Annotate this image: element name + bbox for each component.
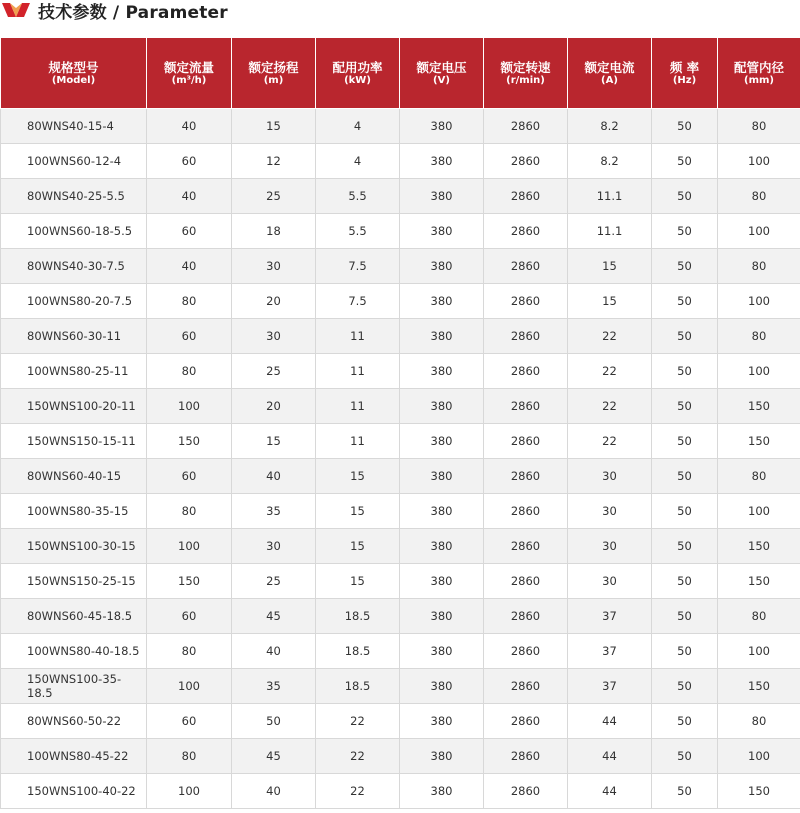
table-cell: 7.5 <box>316 284 400 319</box>
table-cell: 100 <box>147 669 232 704</box>
table-cell: 11 <box>316 319 400 354</box>
table-cell: 50 <box>652 599 718 634</box>
table-cell: 15 <box>316 494 400 529</box>
table-cell: 30 <box>232 319 316 354</box>
column-header-current <box>568 38 652 109</box>
column-header-unit: (mm) <box>744 74 774 86</box>
table-cell: 150 <box>718 669 800 704</box>
table-cell: 12 <box>232 144 316 179</box>
column-header-label: 频 率 <box>669 59 700 75</box>
table-cell: 22 <box>316 739 400 774</box>
table-cell: 380 <box>400 144 484 179</box>
table-cell: 380 <box>400 704 484 739</box>
table-cell: 380 <box>400 599 484 634</box>
table-cell: 380 <box>400 214 484 249</box>
table-cell: 380 <box>400 424 484 459</box>
model-cell: 100WNS80-35-15 <box>1 494 147 529</box>
column-header-label: 额定流量 <box>163 59 214 75</box>
parameter-table <box>0 37 800 809</box>
table-cell: 80 <box>147 634 232 669</box>
table-cell: 150 <box>147 424 232 459</box>
table-cell: 35 <box>232 494 316 529</box>
table-cell: 22 <box>316 774 400 809</box>
table-cell: 22 <box>568 354 652 389</box>
table-cell: 4 <box>316 109 400 144</box>
table-cell: 50 <box>652 529 718 564</box>
table-row <box>1 564 800 599</box>
table-cell: 50 <box>652 319 718 354</box>
table-cell: 2860 <box>484 284 568 319</box>
column-header-head <box>232 38 316 109</box>
table-cell: 30 <box>568 529 652 564</box>
table-cell: 100 <box>718 214 800 249</box>
table-cell: 40 <box>232 459 316 494</box>
table-cell: 11 <box>316 389 400 424</box>
table-row <box>1 179 800 214</box>
model-cell: 100WNS80-20-7.5 <box>1 284 147 319</box>
table-cell: 380 <box>400 494 484 529</box>
table-cell: 37 <box>568 634 652 669</box>
table-cell: 2860 <box>484 354 568 389</box>
column-header-unit: (V) <box>433 74 450 86</box>
table-cell: 18.5 <box>316 599 400 634</box>
table-cell: 2860 <box>484 529 568 564</box>
table-cell: 11.1 <box>568 179 652 214</box>
column-header-unit: (kW) <box>344 74 371 86</box>
table-row <box>1 389 800 424</box>
table-cell: 44 <box>568 774 652 809</box>
column-header-label: 额定扬程 <box>248 59 299 75</box>
table-cell: 80 <box>147 494 232 529</box>
table-cell: 15 <box>232 109 316 144</box>
table-body <box>1 109 800 809</box>
table-cell: 100 <box>718 739 800 774</box>
table-cell: 50 <box>652 424 718 459</box>
table-row <box>1 599 800 634</box>
column-header-unit: (Model) <box>51 74 96 86</box>
table-cell: 20 <box>232 389 316 424</box>
table-cell: 80 <box>147 739 232 774</box>
table-cell: 2860 <box>484 774 568 809</box>
column-header-label: 规格型号 <box>48 59 99 75</box>
table-cell: 40 <box>147 179 232 214</box>
column-header-unit: (m) <box>263 74 284 86</box>
table-cell: 50 <box>652 704 718 739</box>
column-header-voltage <box>400 38 484 109</box>
table-cell: 15 <box>568 249 652 284</box>
table-cell: 11.1 <box>568 214 652 249</box>
table-cell: 100 <box>147 529 232 564</box>
column-header-label: 额定转速 <box>500 59 551 75</box>
table-row <box>1 634 800 669</box>
table-cell: 150 <box>718 774 800 809</box>
table-cell: 22 <box>568 424 652 459</box>
table-cell: 25 <box>232 354 316 389</box>
table-cell: 30 <box>568 564 652 599</box>
column-header-frequency <box>652 38 718 109</box>
table-row <box>1 424 800 459</box>
table-cell: 50 <box>652 494 718 529</box>
table-cell: 2860 <box>484 389 568 424</box>
table-cell: 50 <box>652 179 718 214</box>
table-cell: 2860 <box>484 319 568 354</box>
column-header-power <box>316 38 400 109</box>
column-header-unit: (A) <box>601 74 618 86</box>
model-cell: 150WNS150-15-11 <box>1 424 147 459</box>
table-row <box>1 284 800 319</box>
table-cell: 8.2 <box>568 109 652 144</box>
model-cell: 150WNS150-25-15 <box>1 564 147 599</box>
table-cell: 380 <box>400 249 484 284</box>
table-cell: 30 <box>568 494 652 529</box>
table-cell: 380 <box>400 459 484 494</box>
table-cell: 50 <box>652 634 718 669</box>
column-header-flow <box>147 38 232 109</box>
table-cell: 60 <box>147 214 232 249</box>
page-title: 技术参数 / Parameter <box>38 3 228 23</box>
table-cell: 50 <box>652 739 718 774</box>
table-cell: 2860 <box>484 424 568 459</box>
table-cell: 44 <box>568 739 652 774</box>
table-cell: 22 <box>316 704 400 739</box>
table-cell: 30 <box>568 459 652 494</box>
table-cell: 5.5 <box>316 179 400 214</box>
table-cell: 100 <box>147 774 232 809</box>
table-cell: 380 <box>400 564 484 599</box>
table-cell: 80 <box>718 459 800 494</box>
table-cell: 18.5 <box>316 634 400 669</box>
column-header-pipe-diameter <box>718 38 800 109</box>
table-cell: 15 <box>232 424 316 459</box>
table-cell: 45 <box>232 599 316 634</box>
table-cell: 2860 <box>484 109 568 144</box>
column-header-label: 配用功率 <box>332 59 383 75</box>
table-cell: 50 <box>652 249 718 284</box>
table-cell: 2860 <box>484 564 568 599</box>
table-cell: 50 <box>652 109 718 144</box>
table-cell: 2860 <box>484 634 568 669</box>
table-cell: 80 <box>718 319 800 354</box>
table-cell: 15 <box>316 564 400 599</box>
table-cell: 80 <box>718 704 800 739</box>
table-cell: 100 <box>147 389 232 424</box>
model-cell: 150WNS100-20-11 <box>1 389 147 424</box>
model-cell: 150WNS100-40-22 <box>1 774 147 809</box>
table-cell: 37 <box>568 599 652 634</box>
model-cell: 100WNS80-25-11 <box>1 354 147 389</box>
table-cell: 18.5 <box>316 669 400 704</box>
table-row <box>1 354 800 389</box>
table-cell: 22 <box>568 389 652 424</box>
table-cell: 40 <box>147 249 232 284</box>
model-cell: 80WNS40-15-4 <box>1 109 147 144</box>
table-cell: 20 <box>232 284 316 319</box>
column-header-model <box>1 38 147 109</box>
table-row <box>1 144 800 179</box>
model-cell: 80WNS60-50-22 <box>1 704 147 739</box>
model-cell: 100WNS80-45-22 <box>1 739 147 774</box>
table-cell: 11 <box>316 424 400 459</box>
table-cell: 50 <box>652 564 718 599</box>
table-cell: 380 <box>400 739 484 774</box>
column-header-label: 额定电流 <box>584 59 635 75</box>
table-cell: 11 <box>316 354 400 389</box>
table-row <box>1 249 800 284</box>
table-cell: 80 <box>718 599 800 634</box>
table-cell: 380 <box>400 354 484 389</box>
table-cell: 15 <box>568 284 652 319</box>
table-cell: 2860 <box>484 739 568 774</box>
table-cell: 7.5 <box>316 249 400 284</box>
model-cell: 80WNS60-30-11 <box>1 319 147 354</box>
table-cell: 50 <box>232 704 316 739</box>
column-header-unit: (m³/h) <box>171 74 207 86</box>
table-cell: 150 <box>718 424 800 459</box>
table-header-row <box>1 38 800 109</box>
model-cell: 150WNS100-30-15 <box>1 529 147 564</box>
table-cell: 380 <box>400 179 484 214</box>
table-cell: 2860 <box>484 144 568 179</box>
table-cell: 100 <box>718 284 800 319</box>
table-cell: 2860 <box>484 459 568 494</box>
table-cell: 2860 <box>484 704 568 739</box>
model-cell: 80WNS60-45-18.5 <box>1 599 147 634</box>
red-diamond-logo-icon <box>2 2 30 18</box>
table-cell: 5.5 <box>316 214 400 249</box>
table-cell: 8.2 <box>568 144 652 179</box>
table-cell: 30 <box>232 529 316 564</box>
table-cell: 100 <box>718 634 800 669</box>
table-cell: 18 <box>232 214 316 249</box>
table-cell: 60 <box>147 319 232 354</box>
table-cell: 150 <box>718 389 800 424</box>
column-header-label: 额定电压 <box>416 59 467 75</box>
table-cell: 380 <box>400 319 484 354</box>
column-header-speed <box>484 38 568 109</box>
table-cell: 150 <box>147 564 232 599</box>
table-cell: 50 <box>652 144 718 179</box>
table-cell: 44 <box>568 704 652 739</box>
table-row <box>1 529 800 564</box>
model-cell: 100WNS60-18-5.5 <box>1 214 147 249</box>
table-cell: 2860 <box>484 214 568 249</box>
table-cell: 150 <box>718 564 800 599</box>
model-cell: 80WNS40-25-5.5 <box>1 179 147 214</box>
table-cell: 80 <box>718 179 800 214</box>
column-header-unit: (Hz) <box>672 74 697 86</box>
table-cell: 60 <box>147 599 232 634</box>
table-row <box>1 669 800 704</box>
table-cell: 45 <box>232 739 316 774</box>
table-cell: 60 <box>147 144 232 179</box>
table-row <box>1 459 800 494</box>
table-cell: 40 <box>147 109 232 144</box>
table-cell: 4 <box>316 144 400 179</box>
table-cell: 2860 <box>484 179 568 214</box>
table-cell: 40 <box>232 774 316 809</box>
table-cell: 15 <box>316 529 400 564</box>
table-cell: 15 <box>316 459 400 494</box>
table-cell: 25 <box>232 564 316 599</box>
table-cell: 50 <box>652 354 718 389</box>
column-header-label: 配管内径 <box>733 59 784 75</box>
table-cell: 50 <box>652 389 718 424</box>
table-cell: 380 <box>400 634 484 669</box>
table-cell: 2860 <box>484 599 568 634</box>
table-cell: 380 <box>400 109 484 144</box>
model-cell: 150WNS100-35-18.5 <box>1 669 147 704</box>
table-cell: 50 <box>652 774 718 809</box>
model-cell: 100WNS60-12-4 <box>1 144 147 179</box>
table-cell: 380 <box>400 529 484 564</box>
table-cell: 60 <box>147 459 232 494</box>
table-cell: 100 <box>718 144 800 179</box>
table-cell: 80 <box>718 109 800 144</box>
table-cell: 22 <box>568 319 652 354</box>
table-row <box>1 109 800 144</box>
table-cell: 380 <box>400 774 484 809</box>
table-cell: 2860 <box>484 669 568 704</box>
table-row <box>1 739 800 774</box>
table-cell: 37 <box>568 669 652 704</box>
table-cell: 60 <box>147 704 232 739</box>
table-cell: 30 <box>232 249 316 284</box>
model-cell: 100WNS80-40-18.5 <box>1 634 147 669</box>
table-cell: 80 <box>147 354 232 389</box>
table-cell: 80 <box>147 284 232 319</box>
table-cell: 380 <box>400 389 484 424</box>
table-cell: 100 <box>718 354 800 389</box>
table-cell: 25 <box>232 179 316 214</box>
table-cell: 50 <box>652 459 718 494</box>
table-row <box>1 319 800 354</box>
table-row <box>1 214 800 249</box>
table-cell: 50 <box>652 669 718 704</box>
table-row <box>1 704 800 739</box>
column-header-unit: (r/min) <box>506 74 545 86</box>
table-cell: 380 <box>400 284 484 319</box>
table-cell: 40 <box>232 634 316 669</box>
table-cell: 100 <box>718 494 800 529</box>
table-cell: 380 <box>400 669 484 704</box>
table-cell: 150 <box>718 529 800 564</box>
table-cell: 2860 <box>484 249 568 284</box>
model-cell: 80WNS40-30-7.5 <box>1 249 147 284</box>
section-header <box>0 0 800 30</box>
table-cell: 50 <box>652 214 718 249</box>
table-cell: 2860 <box>484 494 568 529</box>
table-cell: 50 <box>652 284 718 319</box>
table-cell: 35 <box>232 669 316 704</box>
table-row <box>1 774 800 809</box>
model-cell: 80WNS60-40-15 <box>1 459 147 494</box>
table-row <box>1 494 800 529</box>
table-cell: 80 <box>718 249 800 284</box>
